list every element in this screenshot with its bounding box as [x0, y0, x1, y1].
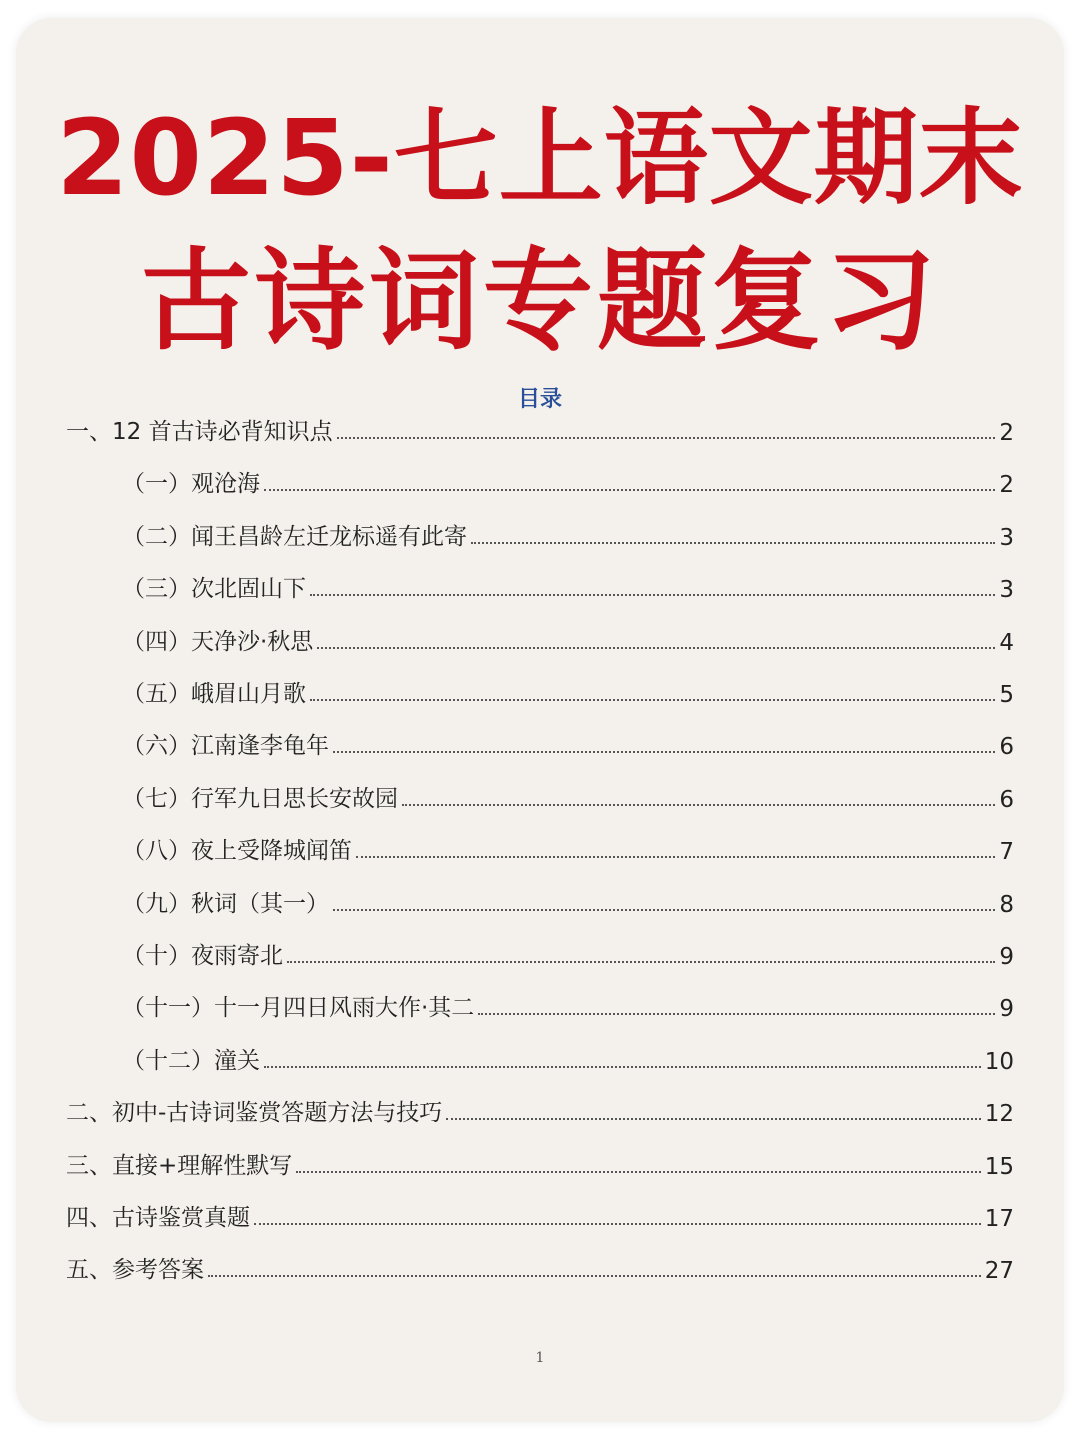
toc-leader-dots	[356, 856, 995, 858]
toc-entry-page: 3	[999, 577, 1014, 604]
toc-entry-page: 17	[984, 1206, 1014, 1232]
toc-entry-label: （四）天净沙·秋思	[122, 628, 314, 655]
toc-entry[interactable]	[66, 1198, 1014, 1232]
toc-leader-dots	[296, 1171, 980, 1173]
toc-entry[interactable]	[122, 464, 1014, 498]
toc-leader-dots	[446, 1118, 980, 1120]
toc-entry-page: 9	[999, 944, 1014, 970]
toc-leader-dots	[264, 1066, 981, 1068]
toc-leader-dots	[287, 961, 995, 963]
toc-entry-label: 四、古诗鉴赏真题	[66, 1205, 250, 1231]
title-line-2: 古诗词专题复习	[141, 237, 939, 365]
toc-entry-page: 12	[984, 1101, 1014, 1128]
toc-leader-dots	[337, 437, 996, 439]
toc-entry[interactable]	[122, 1041, 1014, 1075]
toc-entry[interactable]	[66, 1093, 1014, 1127]
toc-entry[interactable]	[122, 779, 1014, 813]
toc-leader-dots	[254, 1223, 981, 1225]
toc-entry[interactable]	[122, 884, 1014, 918]
toc-entry-label: （一）观沧海	[122, 471, 260, 498]
toc-entry-page: 2	[999, 472, 1014, 499]
toc-leader-dots	[208, 1275, 981, 1277]
document-page	[16, 18, 1064, 1422]
toc-leader-dots	[310, 699, 995, 701]
toc-entry[interactable]	[122, 674, 1014, 708]
page-number: 1	[535, 1350, 545, 1366]
toc-leader-dots	[471, 542, 995, 544]
toc-entry-page: 4	[999, 629, 1014, 656]
toc-entry-label: （七）行军九日思长安故园	[122, 785, 398, 812]
toc-entry[interactable]	[66, 412, 1014, 446]
toc-entry-label: （六）江南逢李龟年	[122, 733, 329, 760]
toc-entry[interactable]	[122, 569, 1014, 603]
toc-entry-label: （三）次北固山下	[122, 576, 306, 603]
toc-entry-page: 5	[999, 682, 1014, 708]
toc-entry-page: 2	[999, 420, 1014, 446]
toc-leader-dots	[478, 1013, 995, 1015]
toc-entry-label: （五）峨眉山月歌	[122, 681, 306, 707]
toc-entry-label: （八）夜上受降城闻笛	[122, 838, 352, 865]
toc-entry-page: 9	[999, 996, 1014, 1023]
toc-leader-dots	[333, 751, 995, 753]
toc-entry[interactable]	[66, 1250, 1014, 1284]
title-line-1: 2025-七上语文期末	[56, 97, 1024, 219]
toc-entry-label: （十二）潼关	[122, 1047, 260, 1074]
toc-entry[interactable]	[122, 936, 1014, 970]
toc-entry-label: 二、初中-古诗词鉴赏答题方法与技巧	[66, 1100, 443, 1127]
toc-leader-dots	[333, 909, 995, 911]
toc-entry[interactable]	[122, 517, 1014, 551]
toc-entry-page: 10	[984, 1048, 1014, 1075]
toc-entry-label: 五、参考答案	[66, 1257, 204, 1284]
toc-entry-page: 15	[984, 1153, 1014, 1180]
toc-entry[interactable]	[122, 622, 1014, 656]
toc-leader-dots	[310, 594, 995, 596]
toc-entry-label: （二）闻王昌龄左迁龙标遥有此寄	[122, 523, 467, 550]
toc-entry[interactable]	[66, 1146, 1014, 1180]
toc-entry-label: （十一）十一月四日风雨大作·其二	[122, 995, 475, 1022]
toc-entry-page: 6	[999, 734, 1014, 761]
toc-heading: 目录	[517, 387, 562, 412]
toc-entry-page: 27	[984, 1258, 1014, 1285]
toc-entry[interactable]	[122, 831, 1014, 865]
toc-entry[interactable]	[122, 988, 1014, 1022]
toc-entry-label: 一、12 首古诗必背知识点	[66, 419, 333, 445]
toc-leader-dots	[402, 804, 995, 806]
toc-leader-dots	[264, 489, 995, 491]
toc-entry-label: 三、直接+理解性默写	[66, 1152, 293, 1179]
toc-entry-label: （九）秋词（其一）	[122, 890, 329, 917]
toc-entry-label: （十）夜雨寄北	[122, 943, 283, 969]
toc-entry-page: 6	[999, 786, 1014, 813]
toc-leader-dots	[317, 647, 995, 649]
toc-entry-page: 7	[999, 839, 1014, 866]
toc-entry-page: 8	[999, 891, 1014, 918]
toc-entry[interactable]	[122, 726, 1014, 760]
toc-entry-page: 3	[999, 524, 1014, 551]
